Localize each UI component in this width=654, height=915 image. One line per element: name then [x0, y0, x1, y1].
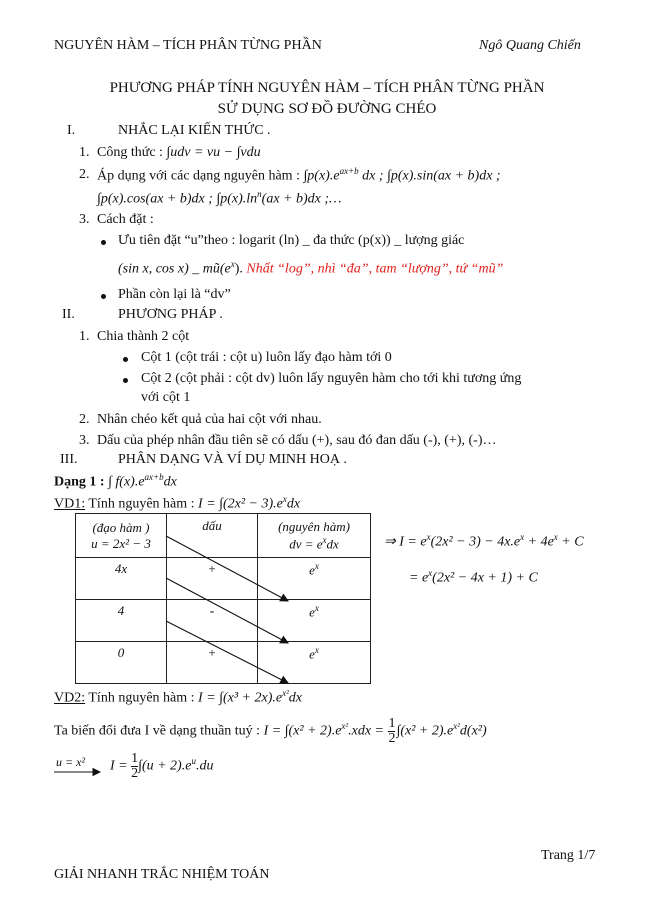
vd1-res1d: + C: [557, 534, 584, 550]
doc-title-line2: SỬ DỤNG SƠ ĐỒ ĐƯỜNG CHÉO: [217, 101, 437, 117]
vd2-transform-line: [54, 717, 487, 746]
vd2-res-sup: u: [191, 756, 196, 767]
table-cell-v-base: e: [309, 604, 315, 620]
sec1-bullet1-sup: x: [230, 259, 235, 269]
sec3-num: III.: [60, 452, 78, 467]
diagonal-arrow-3: [166, 621, 288, 683]
vd1-res1b: (2x² − 3) − 4x.e: [430, 534, 521, 550]
sec1-item2-math1: ∫p(x).e: [303, 168, 340, 184]
vd2-label: VD2:: [54, 690, 86, 706]
dang1-math: ∫ f(x).e: [108, 474, 145, 490]
vd2-res-c: .du: [195, 758, 214, 774]
footer-left: GIẢI NHANH TRẮC NHIỆM TOÁN: [54, 867, 270, 882]
table-cell-u: 4: [76, 600, 167, 642]
sec1-bullet1-line2b: ).: [234, 261, 243, 277]
vd1-result-line1: [384, 532, 584, 551]
table-header-dv-c: dx: [326, 536, 339, 552]
vd2-line: [54, 688, 302, 707]
table-cell-sign: +: [167, 558, 258, 600]
vd1-res2-sup: x: [428, 568, 433, 578]
vd1-math: I = ∫(2x² − 3).e: [198, 496, 283, 512]
table-header-sign: dấu: [167, 514, 258, 558]
vd2-transform-sup2: x²: [453, 721, 460, 732]
vd1-tail: dx: [286, 496, 301, 512]
table-header-dv-sup: x: [322, 534, 327, 545]
table-cell-v-sup: x: [314, 561, 319, 571]
vd2-res-b: ∫(u + 2).e: [138, 758, 192, 774]
sec2-bullet1: Cột 1 (cột trái : cột u) luôn lấy đạo hàm tới 0: [141, 350, 392, 365]
sec2-title: PHƯƠNG PHÁP .: [118, 307, 223, 322]
sec1-bullet2: Phần còn lại là “dv”: [118, 287, 231, 302]
vd2-result: [110, 752, 213, 781]
sec2-bullet2-line1: Cột 2 (cột phải : cột dv) luôn lấy nguyên hàm cho tới khi tương ứng: [141, 371, 522, 386]
formula-by-parts: ∫udv = vu − ∫vdu: [166, 145, 261, 160]
table-cell-v-base: e: [309, 562, 315, 578]
vd1-text: Tính nguyên hàm :: [88, 496, 195, 512]
sec1-item2-sup1: ax+b: [339, 166, 359, 176]
page-number: Trang 1/7: [541, 848, 596, 863]
vd2-math: I = ∫(x³ + 2x).e: [198, 690, 283, 706]
vd1-res1c: + 4e: [524, 534, 554, 550]
sec1-item2-sup2: n: [257, 189, 262, 199]
doc-title-line1: PHƯƠNG PHÁP TÍNH NGUYÊN HÀM – TÍCH PHÂN TỪNG PHẦN: [109, 80, 545, 96]
mnemonic-red-text: Nhất “log”, nhì “đa”, tam “lượng”, tứ “mũ”: [246, 261, 504, 277]
table-cell-v-base: e: [309, 646, 315, 662]
table-cell-v-sup: x: [314, 603, 319, 613]
table-header-dv-label: (nguyên hàm): [278, 518, 350, 534]
sec1-item1-num: 1.: [79, 145, 90, 160]
sec1-title: NHẮC LẠI KIẾN THỨC .: [118, 123, 271, 138]
vd1-res1-sup: x: [426, 532, 431, 542]
fraction-den: 2: [388, 731, 396, 746]
dang1-label: Dạng 1 :: [54, 474, 105, 490]
fraction-den: 2: [131, 766, 139, 781]
sec1-item2-num: 2.: [79, 167, 90, 182]
vd1-res2a: = e: [409, 570, 429, 586]
fraction-num: 1: [131, 751, 139, 766]
vd2-transform-math-b: .xdx =: [348, 723, 384, 739]
sec2-item1-num: 1.: [79, 329, 90, 344]
sec1-num: I.: [67, 123, 76, 138]
table-cell-u: 4x: [76, 558, 167, 600]
table-header-dv-a: dv = e: [289, 536, 323, 552]
table-cell-u: 0: [76, 642, 167, 684]
header-left: NGUYÊN HÀM – TÍCH PHÂN TỪNG PHẦN: [54, 38, 322, 53]
vd2-text: Tính nguyên hàm :: [88, 690, 195, 706]
sec2-item1: Chia thành 2 cột: [97, 329, 190, 344]
vd2-transform-math-c: ∫(x² + 2).e: [396, 723, 454, 739]
vd2-transform-math-d: d(x²): [459, 723, 487, 739]
diagonal-arrow-2: [166, 578, 288, 643]
sec1-item2-line2b: (ax + b)dx ;…: [261, 191, 342, 207]
vd2-transform-math-a: I = ∫(x² + 2).e: [263, 723, 342, 739]
sec1-bullet1: Ưu tiên đặt “u”theo : logarit (ln) _ đa thức (p(x)) _ lượng giác: [118, 233, 465, 248]
sec2-item3-num: 3.: [79, 433, 90, 448]
table-cell-v-sup: x: [314, 645, 319, 655]
sec1-item2-label: Áp dụng với các dạng nguyên hàm :: [97, 168, 300, 184]
table-header-u-label: (đạo hàm ): [92, 519, 150, 535]
vd1-res1-sup3: x: [553, 532, 558, 542]
table-cell-sign: +: [167, 642, 258, 684]
sec1-bullet1-line2a: (sin x, cos x) _ mũ(e: [118, 261, 231, 277]
sec2-num: II.: [62, 307, 75, 322]
dang1-sup: ax+b: [144, 472, 164, 482]
vd2-transform-sup1: x²: [341, 721, 349, 732]
fraction-half: [388, 717, 395, 746]
sec1-item3: Cách đặt :: [97, 212, 154, 227]
vd2-transform-text: Ta biến đổi đưa I về dạng thuần tuý :: [54, 723, 261, 739]
sec2-item2-num: 2.: [79, 412, 90, 427]
vd2-sup: x²: [282, 688, 289, 698]
dang1-tail: dx: [163, 474, 177, 490]
sec1-item2-math2: dx ; ∫p(x).sin(ax + b)dx ;: [362, 168, 501, 184]
sec1-item2-line2a: ∫p(x).cos(ax + b)dx ; ∫p(x).ln: [97, 191, 258, 207]
sec3-title: PHÂN DẠNG VÀ VÍ DỤ MINH HOẠ .: [118, 452, 347, 467]
sec2-bullet2-line2: với cột 1: [141, 390, 191, 405]
sec2-item2: Nhân chéo kết quả của hai cột với nhau.: [97, 412, 322, 427]
vd1-result-line2: [409, 568, 538, 587]
sec2-item3: Dấu của phép nhân đầu tiên sẽ có dấu (+), sau đó đan dấu (-), (+), (-)…: [97, 433, 497, 448]
substitution-label: u = x²: [56, 755, 86, 769]
vd1-label: VD1:: [54, 496, 86, 512]
sec1-item3-num: 3.: [79, 212, 90, 227]
vd1-res2b: (2x² − 4x + 1) + C: [432, 570, 538, 586]
fraction-num: 1: [388, 716, 396, 731]
header-right: Ngô Quang Chiến: [479, 38, 581, 53]
vd1-sup: x: [282, 494, 287, 504]
sec1-item1-label: Công thức :: [97, 145, 163, 160]
diagonal-arrow-1: [166, 536, 288, 601]
vd2-tail: dx: [288, 690, 303, 706]
vd2-res-a: I =: [110, 758, 128, 774]
vd1-res1-sup2: x: [520, 532, 525, 542]
table-cell-sign: -: [167, 600, 258, 642]
table-header-u-expr: u = 2x² − 3: [91, 535, 151, 551]
vd1-res1a: ⇒ I = e: [384, 534, 427, 550]
